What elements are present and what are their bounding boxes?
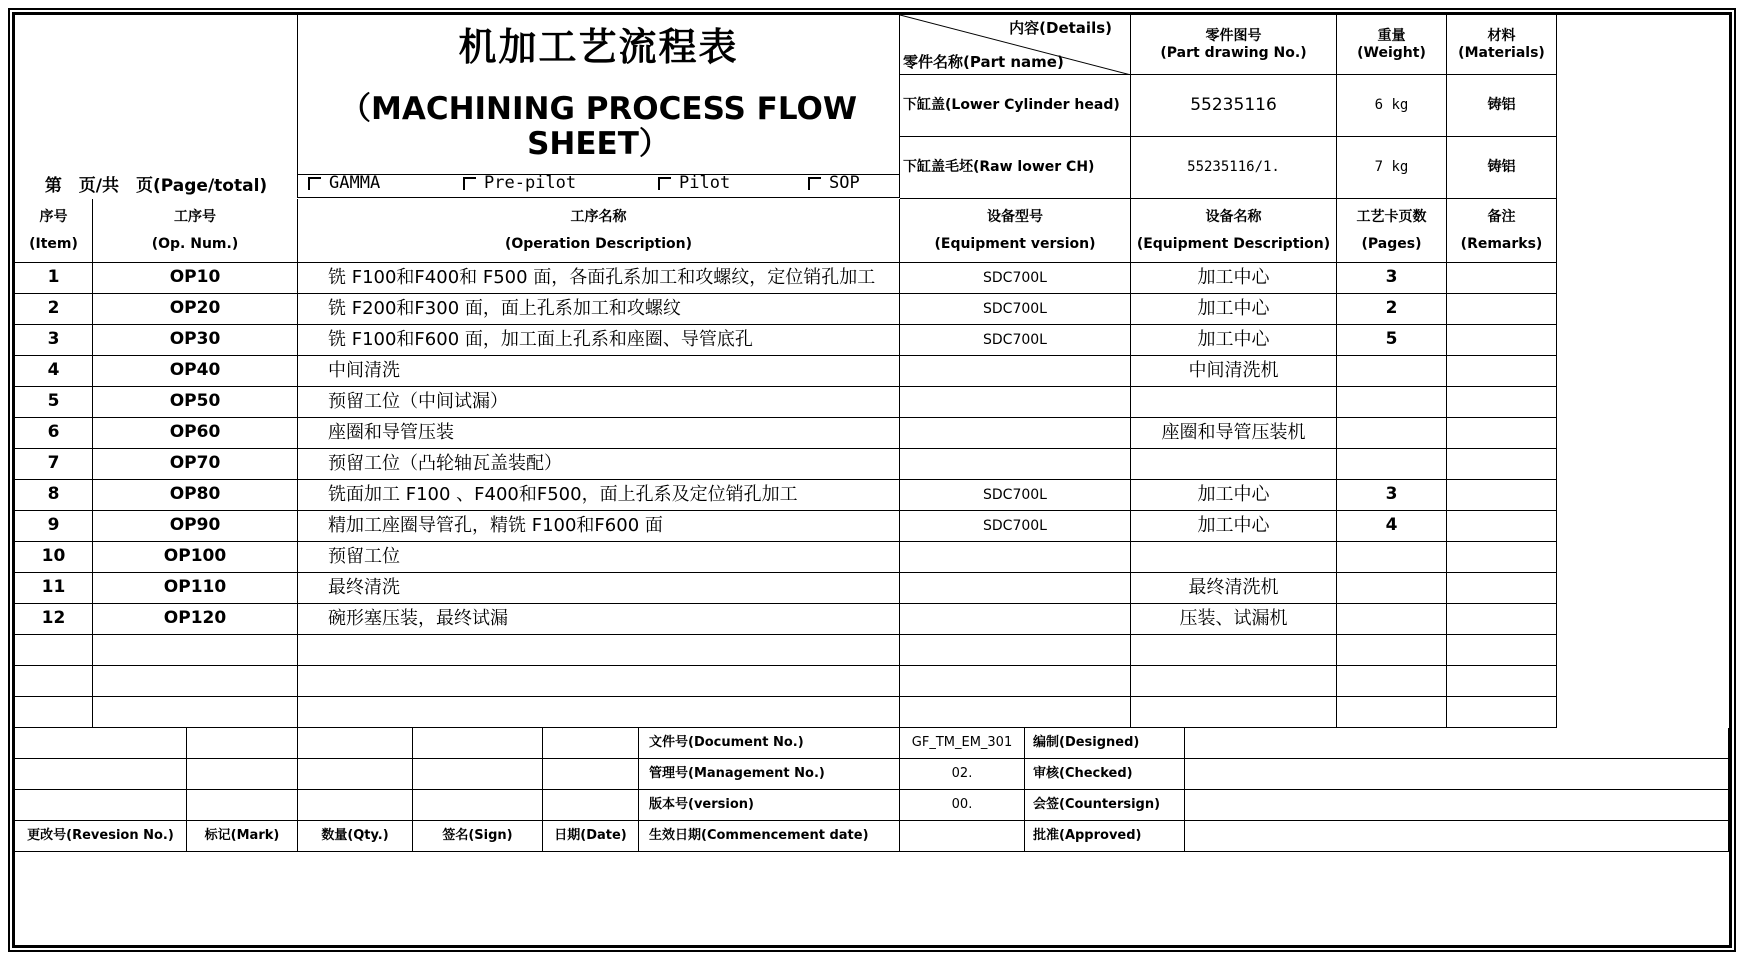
table-desc: 最终清洗 bbox=[298, 573, 900, 604]
checkbox-icon bbox=[463, 177, 476, 190]
table-op: OP20 bbox=[93, 294, 298, 325]
table-remarks bbox=[1447, 604, 1557, 635]
table-model: SDC700L bbox=[900, 294, 1131, 325]
column-header-2-en: (Operation Description) bbox=[504, 235, 693, 252]
table-pages: 3 bbox=[1337, 480, 1447, 511]
footer-signoff-label: 会签(Countersign) bbox=[1025, 790, 1185, 821]
empty-cell bbox=[1131, 635, 1337, 666]
table-model: SDC700L bbox=[900, 263, 1131, 294]
empty-cell bbox=[900, 635, 1131, 666]
table-desc: 精加工座圈导管孔，精铣 F100和F600 面 bbox=[298, 511, 900, 542]
table-item: 3 bbox=[15, 325, 93, 356]
column-header-5 bbox=[1337, 199, 1447, 263]
table-desc: 座圈和导管压装 bbox=[298, 418, 900, 449]
footer-field-value: 00. bbox=[900, 790, 1025, 821]
table-pages: 3 bbox=[1337, 263, 1447, 294]
footer-field-label: 管理号(Management No.) bbox=[639, 759, 900, 790]
footer-qty-label: 数量(Qty.) bbox=[298, 821, 413, 852]
empty-cell bbox=[1337, 697, 1447, 728]
footer-blank bbox=[543, 759, 639, 790]
footer-sign-label: 签名(Sign) bbox=[413, 821, 543, 852]
table-pages bbox=[1337, 573, 1447, 604]
drawing-header bbox=[1131, 15, 1337, 75]
phase-label: Pre-pilot bbox=[484, 173, 577, 193]
table-equip bbox=[1131, 542, 1337, 573]
part-weight: 7 kg bbox=[1337, 137, 1447, 199]
table-pages bbox=[1337, 604, 1447, 635]
footer-signoff-blank bbox=[1185, 759, 1729, 790]
footer-blank bbox=[543, 728, 639, 759]
table-remarks bbox=[1447, 449, 1557, 480]
column-header-5-cn: 工艺卡页数 bbox=[1356, 209, 1427, 226]
table-item: 12 bbox=[15, 604, 93, 635]
table-op: OP120 bbox=[93, 604, 298, 635]
process-flow-sheet bbox=[12, 12, 1732, 948]
title-block bbox=[298, 15, 900, 175]
column-header-0-cn: 序号 bbox=[39, 209, 68, 226]
table-op: OP90 bbox=[93, 511, 298, 542]
table-item: 8 bbox=[15, 480, 93, 511]
table-remarks bbox=[1447, 325, 1557, 356]
table-pages bbox=[1337, 542, 1447, 573]
column-header-4 bbox=[1131, 199, 1337, 263]
column-header-3-en: (Equipment version) bbox=[934, 235, 1096, 252]
empty-cell bbox=[298, 697, 900, 728]
footer-revision-label: 更改号(Revesion No.) bbox=[15, 821, 187, 852]
page-title: 机加工艺流程表 bbox=[458, 25, 739, 70]
footer-signoff-label: 编制(Designed) bbox=[1025, 728, 1185, 759]
table-desc: 铣 F100和F400和 F500 面，各面孔系加工和攻螺纹，定位销孔加工 bbox=[298, 263, 900, 294]
checkbox-icon bbox=[808, 177, 821, 190]
table-equip: 加工中心 bbox=[1131, 294, 1337, 325]
column-header-0 bbox=[15, 199, 93, 263]
empty-cell bbox=[15, 697, 93, 728]
footer-blank bbox=[187, 759, 298, 790]
footer-field-label: 生效日期(Commencement date) bbox=[639, 821, 900, 852]
table-remarks bbox=[1447, 480, 1557, 511]
table-remarks bbox=[1447, 573, 1557, 604]
table-item: 4 bbox=[15, 356, 93, 387]
checkbox-icon bbox=[308, 177, 321, 190]
footer-blank bbox=[298, 728, 413, 759]
table-desc: 中间清洗 bbox=[298, 356, 900, 387]
column-header-1-cn: 工序号 bbox=[174, 209, 216, 226]
column-header-5-en: (Pages) bbox=[1361, 235, 1422, 252]
empty-cell bbox=[1131, 666, 1337, 697]
empty-cell bbox=[1131, 697, 1337, 728]
table-op: OP80 bbox=[93, 480, 298, 511]
footer-blank bbox=[413, 790, 543, 821]
column-header-0-en: (Item) bbox=[29, 235, 78, 252]
table-pages bbox=[1337, 356, 1447, 387]
part-name: 下缸盖(Lower Cylinder head) bbox=[900, 75, 1131, 137]
weight-header-en: (Weight) bbox=[1357, 44, 1426, 61]
column-header-3 bbox=[900, 199, 1131, 263]
drawing-header-en: (Part drawing No.) bbox=[1160, 44, 1307, 61]
table-remarks bbox=[1447, 511, 1557, 542]
table-pages: 2 bbox=[1337, 294, 1447, 325]
table-op: OP100 bbox=[93, 542, 298, 573]
table-op: OP110 bbox=[93, 573, 298, 604]
table-desc: 铣 F200和F300 面，面上孔系加工和攻螺纹 bbox=[298, 294, 900, 325]
empty-cell bbox=[93, 697, 298, 728]
logo-area bbox=[15, 15, 298, 198]
footer-signoff-label: 审核(Checked) bbox=[1025, 759, 1185, 790]
part-material: 铸铝 bbox=[1447, 137, 1557, 199]
weight-header-cn: 重量 bbox=[1377, 28, 1406, 45]
footer-signoff-label: 批准(Approved) bbox=[1025, 821, 1185, 852]
part-name: 下缸盖毛坯(Raw lower CH) bbox=[900, 137, 1131, 199]
table-desc: 铣面加工 F100 、F400和F500，面上孔系及定位销孔加工 bbox=[298, 480, 900, 511]
empty-cell bbox=[900, 697, 1131, 728]
table-item: 1 bbox=[15, 263, 93, 294]
table-model bbox=[900, 418, 1131, 449]
footer-blank bbox=[413, 728, 543, 759]
column-header-2-cn: 工序名称 bbox=[570, 209, 627, 226]
table-op: OP30 bbox=[93, 325, 298, 356]
table-model bbox=[900, 449, 1131, 480]
footer-mark-label: 标记(Mark) bbox=[187, 821, 298, 852]
footer-blank bbox=[15, 728, 187, 759]
table-item: 2 bbox=[15, 294, 93, 325]
table-equip: 加工中心 bbox=[1131, 325, 1337, 356]
footer-field-value: 02. bbox=[900, 759, 1025, 790]
table-item: 9 bbox=[15, 511, 93, 542]
table-equip bbox=[1131, 449, 1337, 480]
footer-blank bbox=[187, 728, 298, 759]
table-desc: 预留工位（中间试漏） bbox=[298, 387, 900, 418]
table-equip: 加工中心 bbox=[1131, 263, 1337, 294]
footer-blank bbox=[15, 790, 187, 821]
footer-signoff-blank bbox=[1185, 790, 1729, 821]
empty-cell bbox=[1337, 635, 1447, 666]
table-model bbox=[900, 604, 1131, 635]
phase-checkbox-0[interactable] bbox=[308, 173, 380, 193]
table-model: SDC700L bbox=[900, 511, 1131, 542]
footer-signoff-blank bbox=[1185, 821, 1729, 852]
footer-blank bbox=[413, 759, 543, 790]
footer-blank bbox=[298, 759, 413, 790]
column-header-1 bbox=[93, 199, 298, 263]
phase-label: SOP bbox=[829, 173, 860, 193]
table-item: 10 bbox=[15, 542, 93, 573]
table-item: 11 bbox=[15, 573, 93, 604]
table-equip: 中间清洗机 bbox=[1131, 356, 1337, 387]
details-label: 内容(Details) bbox=[1009, 19, 1112, 37]
column-header-6 bbox=[1447, 199, 1557, 263]
footer-date-label: 日期(Date) bbox=[543, 821, 639, 852]
phase-checkbox-3[interactable] bbox=[808, 173, 860, 193]
empty-cell bbox=[1337, 666, 1447, 697]
table-model bbox=[900, 542, 1131, 573]
column-header-3-cn: 设备型号 bbox=[987, 209, 1043, 226]
table-pages bbox=[1337, 449, 1447, 480]
table-desc: 预留工位（凸轮轴瓦盖装配） bbox=[298, 449, 900, 480]
column-header-4-en: (Equipment Description) bbox=[1136, 235, 1331, 252]
table-pages bbox=[1337, 418, 1447, 449]
column-header-6-en: (Remarks) bbox=[1460, 235, 1543, 252]
empty-cell bbox=[93, 635, 298, 666]
table-equip: 压装、试漏机 bbox=[1131, 604, 1337, 635]
table-remarks bbox=[1447, 387, 1557, 418]
table-desc: 碗形塞压装，最终试漏 bbox=[298, 604, 900, 635]
table-desc: 铣 F100和F600 面，加工面上孔系和座圈、导管底孔 bbox=[298, 325, 900, 356]
table-remarks bbox=[1447, 294, 1557, 325]
table-remarks bbox=[1447, 263, 1557, 294]
table-op: OP50 bbox=[93, 387, 298, 418]
table-item: 6 bbox=[15, 418, 93, 449]
empty-cell bbox=[1447, 697, 1557, 728]
table-equip bbox=[1131, 387, 1337, 418]
empty-cell bbox=[900, 666, 1131, 697]
column-header-1-en: (Op. Num.) bbox=[151, 235, 239, 252]
material-header-en: (Materials) bbox=[1458, 44, 1545, 61]
footer-field-value: GF_TM_EM_301 bbox=[900, 728, 1025, 759]
footer-field-label: 版本号(version) bbox=[639, 790, 900, 821]
empty-cell bbox=[1447, 635, 1557, 666]
page-subtitle: （MACHINING PROCESS FLOW SHEET） bbox=[339, 90, 858, 163]
footer-blank bbox=[15, 759, 187, 790]
checkbox-icon bbox=[658, 177, 671, 190]
phase-label: Pilot bbox=[679, 173, 731, 193]
table-item: 7 bbox=[15, 449, 93, 480]
table-remarks bbox=[1447, 542, 1557, 573]
material-header-cn: 材料 bbox=[1487, 28, 1516, 45]
column-header-4-cn: 设备名称 bbox=[1205, 209, 1262, 226]
material-header bbox=[1447, 15, 1557, 75]
table-pages: 4 bbox=[1337, 511, 1447, 542]
table-equip: 加工中心 bbox=[1131, 511, 1337, 542]
footer-signoff-blank bbox=[1185, 728, 1729, 759]
table-equip: 加工中心 bbox=[1131, 480, 1337, 511]
table-remarks bbox=[1447, 356, 1557, 387]
part-weight: 6 kg bbox=[1337, 75, 1447, 137]
table-remarks bbox=[1447, 418, 1557, 449]
table-model bbox=[900, 573, 1131, 604]
empty-cell bbox=[15, 666, 93, 697]
table-op: OP40 bbox=[93, 356, 298, 387]
footer-field-value bbox=[900, 821, 1025, 852]
footer-blank bbox=[298, 790, 413, 821]
table-desc: 预留工位 bbox=[298, 542, 900, 573]
part-name-label: 零件名称(Part name) bbox=[903, 52, 1064, 71]
empty-cell bbox=[15, 635, 93, 666]
table-equip: 座圈和导管压装机 bbox=[1131, 418, 1337, 449]
empty-cell bbox=[298, 666, 900, 697]
table-pages bbox=[1337, 387, 1447, 418]
empty-cell bbox=[93, 666, 298, 697]
footer-field-label: 文件号(Document No.) bbox=[639, 728, 900, 759]
table-model: SDC700L bbox=[900, 325, 1131, 356]
table-model bbox=[900, 356, 1131, 387]
table-item: 5 bbox=[15, 387, 93, 418]
phase-checkbox-1[interactable] bbox=[463, 173, 576, 193]
footer-blank bbox=[543, 790, 639, 821]
empty-cell bbox=[298, 635, 900, 666]
table-equip: 最终清洗机 bbox=[1131, 573, 1337, 604]
phase-checkbox-2[interactable] bbox=[658, 173, 730, 193]
table-op: OP60 bbox=[93, 418, 298, 449]
weight-header bbox=[1337, 15, 1447, 75]
table-model bbox=[900, 387, 1131, 418]
part-drawing-no: 55235116 bbox=[1131, 75, 1337, 137]
table-op: OP70 bbox=[93, 449, 298, 480]
table-op: OP10 bbox=[93, 263, 298, 294]
part-drawing-no: 55235116/1. bbox=[1131, 137, 1337, 199]
column-header-2 bbox=[298, 199, 900, 263]
column-header-6-cn: 备注 bbox=[1487, 209, 1516, 226]
part-material: 铸铝 bbox=[1447, 75, 1557, 137]
table-pages: 5 bbox=[1337, 325, 1447, 356]
table-model: SDC700L bbox=[900, 480, 1131, 511]
drawing-header-cn: 零件图号 bbox=[1205, 28, 1262, 45]
empty-cell bbox=[1447, 666, 1557, 697]
phase-label: GAMMA bbox=[329, 173, 381, 193]
details-header bbox=[900, 15, 1131, 75]
page-total-label: 第 页/共 页(Page/total) bbox=[15, 175, 298, 198]
footer-blank bbox=[187, 790, 298, 821]
